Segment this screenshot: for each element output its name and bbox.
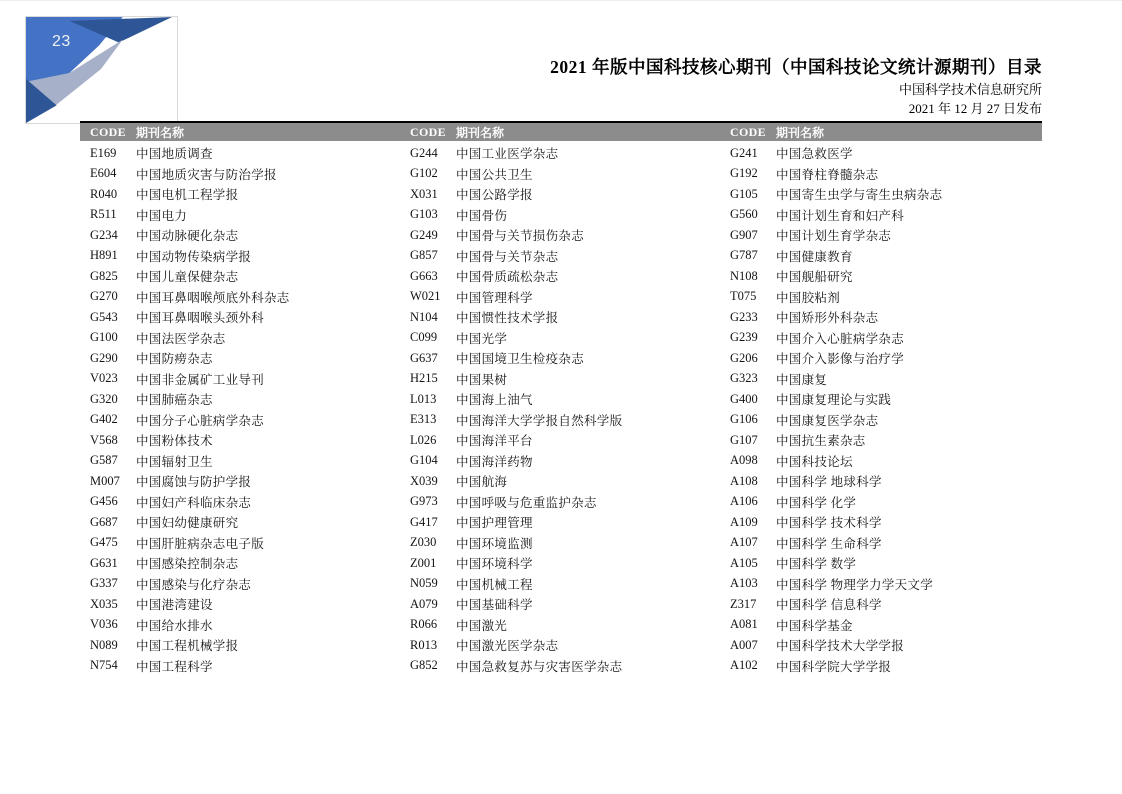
journal-code: G249 <box>410 227 438 242</box>
table-row <box>80 533 400 554</box>
journal-name: 中国公共卫生 <box>456 167 533 182</box>
journal-code: R040 <box>90 186 118 201</box>
table-row <box>720 287 1042 308</box>
table-row <box>400 410 720 431</box>
journal-code: G107 <box>730 432 758 447</box>
journal-name: 中国航海 <box>456 475 508 490</box>
table-header-group <box>400 124 720 141</box>
table-row <box>80 164 400 185</box>
journal-code: G239 <box>730 330 758 345</box>
name-column-header: 期刊名称 <box>776 125 825 140</box>
publish-date: 2021 年 12 月 27 日发布 <box>908 101 1042 116</box>
table-row <box>400 389 720 410</box>
table-row <box>80 143 400 164</box>
table-row <box>720 246 1042 267</box>
code-column-header: CODE <box>730 124 766 139</box>
journal-name: 中国儿童保健杂志 <box>136 270 239 285</box>
journal-code: E604 <box>90 166 117 181</box>
table-row <box>720 512 1042 533</box>
table-row <box>80 369 400 390</box>
page-corner-graphic <box>25 16 178 124</box>
table-row <box>400 615 720 636</box>
table-row <box>720 164 1042 185</box>
journal-name: 中国护理管理 <box>456 516 533 531</box>
table-row <box>720 492 1042 513</box>
journal-code: G337 <box>90 576 118 591</box>
table-row <box>400 553 720 574</box>
journal-name: 中国光学 <box>456 331 508 346</box>
table-row <box>720 266 1042 287</box>
journal-name: 中国健康教育 <box>776 249 853 264</box>
journal-name: 中国骨伤 <box>456 208 508 223</box>
journal-code: G102 <box>410 166 438 181</box>
journal-name: 中国科学基金 <box>776 618 853 633</box>
table-row <box>80 328 400 349</box>
table-header-group <box>80 124 400 141</box>
journal-name: 中国管理科学 <box>456 290 533 305</box>
table-row <box>80 410 400 431</box>
journal-code: H215 <box>410 371 438 386</box>
journal-name: 中国科学 信息科学 <box>776 598 882 613</box>
table-row <box>720 594 1042 615</box>
journal-code: L013 <box>410 391 437 406</box>
table-row <box>80 266 400 287</box>
journal-name: 中国科学 生命科学 <box>776 536 882 551</box>
table-row <box>400 594 720 615</box>
table-row <box>720 307 1042 328</box>
journal-code: G192 <box>730 166 758 181</box>
table-header-group <box>720 124 1042 141</box>
table-row <box>400 184 720 205</box>
journal-name: 中国肺癌杂志 <box>136 393 213 408</box>
table-row <box>400 574 720 595</box>
journal-code: G100 <box>90 330 118 345</box>
journal-code: A107 <box>730 535 758 550</box>
table-row <box>80 205 400 226</box>
journal-name: 中国腐蚀与防护学报 <box>136 475 252 490</box>
journal-name: 中国国境卫生检疫杂志 <box>456 352 585 367</box>
journal-column <box>400 143 720 676</box>
journal-code: N108 <box>730 268 758 283</box>
table-row <box>720 225 1042 246</box>
table-row <box>720 205 1042 226</box>
code-column-header: CODE <box>90 124 126 139</box>
badge-decoration <box>26 17 177 123</box>
journal-name: 中国海上油气 <box>456 393 533 408</box>
journal-code: G852 <box>410 658 438 673</box>
journal-code: A108 <box>730 473 758 488</box>
journal-code: G456 <box>90 494 118 509</box>
journal-code: G637 <box>410 350 438 365</box>
journal-code: G323 <box>730 371 758 386</box>
table-row <box>720 410 1042 431</box>
journal-name: 中国脊柱脊髓杂志 <box>776 167 879 182</box>
journal-code: V036 <box>90 617 118 632</box>
journal-code: G320 <box>90 391 118 406</box>
table-row <box>80 225 400 246</box>
journal-name: 中国康复 <box>776 372 828 387</box>
table-row <box>400 287 720 308</box>
journal-code: A106 <box>730 494 758 509</box>
table-row <box>720 328 1042 349</box>
journal-code: Z001 <box>410 555 437 570</box>
journal-name: 中国科学 化学 <box>776 495 857 510</box>
journal-name: 中国电机工程学报 <box>136 188 239 203</box>
journal-name: 中国分子心脏病学杂志 <box>136 413 265 428</box>
table-row <box>400 656 720 677</box>
journal-code: G543 <box>90 309 118 324</box>
table-row <box>80 656 400 677</box>
journal-code: G475 <box>90 535 118 550</box>
journal-code: G244 <box>410 145 438 160</box>
journal-name: 中国海洋药物 <box>456 454 533 469</box>
journal-code: G587 <box>90 453 118 468</box>
journal-name: 中国骨质疏松杂志 <box>456 270 559 285</box>
journal-name: 中国基础科学 <box>456 598 533 613</box>
journal-code: G106 <box>730 412 758 427</box>
table-row <box>80 512 400 533</box>
journal-code: A081 <box>730 617 758 632</box>
table-row <box>80 287 400 308</box>
journal-name: 中国工程机械学报 <box>136 639 239 654</box>
journal-code: A103 <box>730 576 758 591</box>
journal-name: 中国激光医学杂志 <box>456 639 559 654</box>
journal-name: 中国非金属矿工业导刊 <box>136 372 265 387</box>
journal-name: 中国抗生素杂志 <box>776 434 866 449</box>
journal-name: 中国妇产科临床杂志 <box>136 495 252 510</box>
journal-column <box>80 143 400 676</box>
journal-name: 中国工业医学杂志 <box>456 147 559 162</box>
journal-name: 中国科学技术大学学报 <box>776 639 905 654</box>
journal-name: 中国工程科学 <box>136 659 213 674</box>
journal-name: 中国科学 物理学力学天文学 <box>776 577 934 592</box>
table-row <box>80 451 400 472</box>
table-row <box>400 430 720 451</box>
table-row <box>720 184 1042 205</box>
table-body <box>80 141 1042 676</box>
journal-code: E169 <box>90 145 117 160</box>
journal-code: Z317 <box>730 596 757 611</box>
journal-name: 中国康复医学杂志 <box>776 413 879 428</box>
table-row <box>720 430 1042 451</box>
journal-code: R511 <box>90 207 117 222</box>
journal-code: V568 <box>90 432 118 447</box>
journal-code: A079 <box>410 596 438 611</box>
table-row <box>80 307 400 328</box>
journal-name: 中国骨与关节损伤杂志 <box>456 229 585 244</box>
journal-name: 中国地质调查 <box>136 147 213 162</box>
table-header-bar <box>80 121 1042 141</box>
journal-name: 中国粉体技术 <box>136 434 213 449</box>
name-column-header: 期刊名称 <box>456 125 505 140</box>
journal-code: G290 <box>90 350 118 365</box>
journal-name: 中国舰船研究 <box>776 270 853 285</box>
journal-name: 中国科学 地球科学 <box>776 475 882 490</box>
journal-name: 中国激光 <box>456 618 508 633</box>
table-row <box>80 348 400 369</box>
journal-name: 中国耳鼻咽喉头颈外科 <box>136 311 265 326</box>
journal-code: Z030 <box>410 535 437 550</box>
journal-code: G206 <box>730 350 758 365</box>
table-row <box>80 471 400 492</box>
journal-code: A102 <box>730 658 758 673</box>
journal-name: 中国感染与化疗杂志 <box>136 577 252 592</box>
journal-code: N754 <box>90 658 118 673</box>
journal-code: G907 <box>730 227 758 242</box>
table-row <box>80 246 400 267</box>
journal-name: 中国电力 <box>136 208 188 223</box>
table-row <box>720 574 1042 595</box>
table-row <box>400 512 720 533</box>
journal-name: 中国环境监测 <box>456 536 533 551</box>
journal-name: 中国防痨杂志 <box>136 352 213 367</box>
table-row <box>400 451 720 472</box>
journal-name: 中国计划生育和妇产科 <box>776 208 905 223</box>
journal-code: M007 <box>90 473 120 488</box>
table-row <box>720 471 1042 492</box>
journal-code: G234 <box>90 227 118 242</box>
journal-name: 中国科学 技术科学 <box>776 516 882 531</box>
journal-code: G402 <box>90 412 118 427</box>
journal-name: 中国机械工程 <box>456 577 533 592</box>
journal-name: 中国骨与关节杂志 <box>456 249 559 264</box>
journal-name: 中国海洋大学学报自然科学版 <box>456 413 623 428</box>
journal-name: 中国胶粘剂 <box>776 290 841 305</box>
document-header <box>550 55 1042 118</box>
journal-code: G104 <box>410 453 438 468</box>
journal-code: G241 <box>730 145 758 160</box>
journal-code: L026 <box>410 432 437 447</box>
journal-name: 中国呼吸与危重监护杂志 <box>456 495 597 510</box>
journal-name: 中国肝脏病杂志电子版 <box>136 536 265 551</box>
journal-name: 中国港湾建设 <box>136 598 213 613</box>
journal-name: 中国康复理论与实践 <box>776 393 892 408</box>
journal-code: A105 <box>730 555 758 570</box>
table-row <box>400 328 720 349</box>
journal-code: X031 <box>410 186 438 201</box>
journal-name: 中国急救复苏与灾害医学杂志 <box>456 659 623 674</box>
table-row <box>400 635 720 656</box>
journal-code: G270 <box>90 289 118 304</box>
journal-code: G825 <box>90 268 118 283</box>
table-row <box>80 184 400 205</box>
journal-name: 中国耳鼻咽喉颅底外科杂志 <box>136 290 290 305</box>
journal-code: R013 <box>410 637 438 652</box>
table-row <box>400 492 720 513</box>
table-row <box>720 615 1042 636</box>
journal-code: H891 <box>90 248 118 263</box>
journal-name: 中国介入心脏病学杂志 <box>776 331 905 346</box>
journal-code: G560 <box>730 207 758 222</box>
code-column-header: CODE <box>410 124 446 139</box>
table-row <box>720 369 1042 390</box>
journal-name: 中国科学院大学学报 <box>776 659 892 674</box>
journal-name: 中国妇幼健康研究 <box>136 516 239 531</box>
journal-name: 中国环境科学 <box>456 557 533 572</box>
journal-name: 中国急救医学 <box>776 147 853 162</box>
journal-code: G400 <box>730 391 758 406</box>
journal-code: E313 <box>410 412 437 427</box>
journal-name: 中国辐射卫生 <box>136 454 213 469</box>
journal-code: A007 <box>730 637 758 652</box>
table-row <box>400 369 720 390</box>
journal-code: G857 <box>410 248 438 263</box>
journal-code: G663 <box>410 268 438 283</box>
journal-name: 中国果树 <box>456 372 508 387</box>
table-row <box>80 553 400 574</box>
journal-name: 中国感染控制杂志 <box>136 557 239 572</box>
table-row <box>720 143 1042 164</box>
journal-code: N089 <box>90 637 118 652</box>
table-row <box>400 143 720 164</box>
journal-name: 中国寄生虫学与寄生虫病杂志 <box>776 188 943 203</box>
table-row <box>400 533 720 554</box>
table-row <box>400 164 720 185</box>
publisher-organization: 中国科学技术信息研究所 <box>898 82 1042 97</box>
table-row <box>80 635 400 656</box>
table-row <box>400 348 720 369</box>
table-row <box>80 430 400 451</box>
journal-name: 中国介入影像与治疗学 <box>776 352 905 367</box>
journal-code: G787 <box>730 248 758 263</box>
journal-name: 中国科技论坛 <box>776 454 853 469</box>
page-number: 23 <box>52 33 71 50</box>
journal-name: 中国动物传染病学报 <box>136 249 252 264</box>
journal-column <box>720 143 1042 676</box>
journal-code: C099 <box>410 330 438 345</box>
table-row <box>720 389 1042 410</box>
journal-code: G233 <box>730 309 758 324</box>
journal-name: 中国惯性技术学报 <box>456 311 559 326</box>
document-title: 2021 年版中国科技核心期刊（中国科技论文统计源期刊）目录 <box>550 57 1042 77</box>
table-row <box>720 348 1042 369</box>
journal-catalog-table <box>80 121 1042 676</box>
journal-name: 中国科学 数学 <box>776 557 857 572</box>
journal-code: A109 <box>730 514 758 529</box>
journal-code: N059 <box>410 576 438 591</box>
journal-code: W021 <box>410 289 441 304</box>
name-column-header: 期刊名称 <box>136 125 185 140</box>
table-row <box>80 615 400 636</box>
table-row <box>720 635 1042 656</box>
table-row <box>400 246 720 267</box>
journal-code: X039 <box>410 473 438 488</box>
journal-code: G417 <box>410 514 438 529</box>
journal-code: G973 <box>410 494 438 509</box>
journal-code: G105 <box>730 186 758 201</box>
journal-name: 中国法医学杂志 <box>136 331 226 346</box>
table-row <box>80 594 400 615</box>
table-row <box>400 307 720 328</box>
journal-name: 中国计划生育学杂志 <box>776 229 892 244</box>
table-row <box>720 656 1042 677</box>
journal-name: 中国海洋平台 <box>456 434 533 449</box>
journal-name: 中国地质灾害与防治学报 <box>136 167 277 182</box>
journal-code: G631 <box>90 555 118 570</box>
table-row <box>720 553 1042 574</box>
table-row <box>400 205 720 226</box>
journal-code: V023 <box>90 371 118 386</box>
journal-code: N104 <box>410 309 438 324</box>
journal-name: 中国给水排水 <box>136 618 213 633</box>
journal-name: 中国矫形外科杂志 <box>776 311 879 326</box>
table-row <box>400 471 720 492</box>
journal-name: 中国动脉硬化杂志 <box>136 229 239 244</box>
journal-code: G103 <box>410 207 438 222</box>
journal-code: X035 <box>90 596 118 611</box>
table-row <box>80 389 400 410</box>
table-row <box>400 225 720 246</box>
table-row <box>80 574 400 595</box>
table-row <box>720 533 1042 554</box>
table-row <box>400 266 720 287</box>
table-row <box>720 451 1042 472</box>
journal-code: T075 <box>730 289 757 304</box>
journal-name: 中国公路学报 <box>456 188 533 203</box>
journal-code: A098 <box>730 453 758 468</box>
table-row <box>80 492 400 513</box>
journal-code: G687 <box>90 514 118 529</box>
journal-code: R066 <box>410 617 438 632</box>
